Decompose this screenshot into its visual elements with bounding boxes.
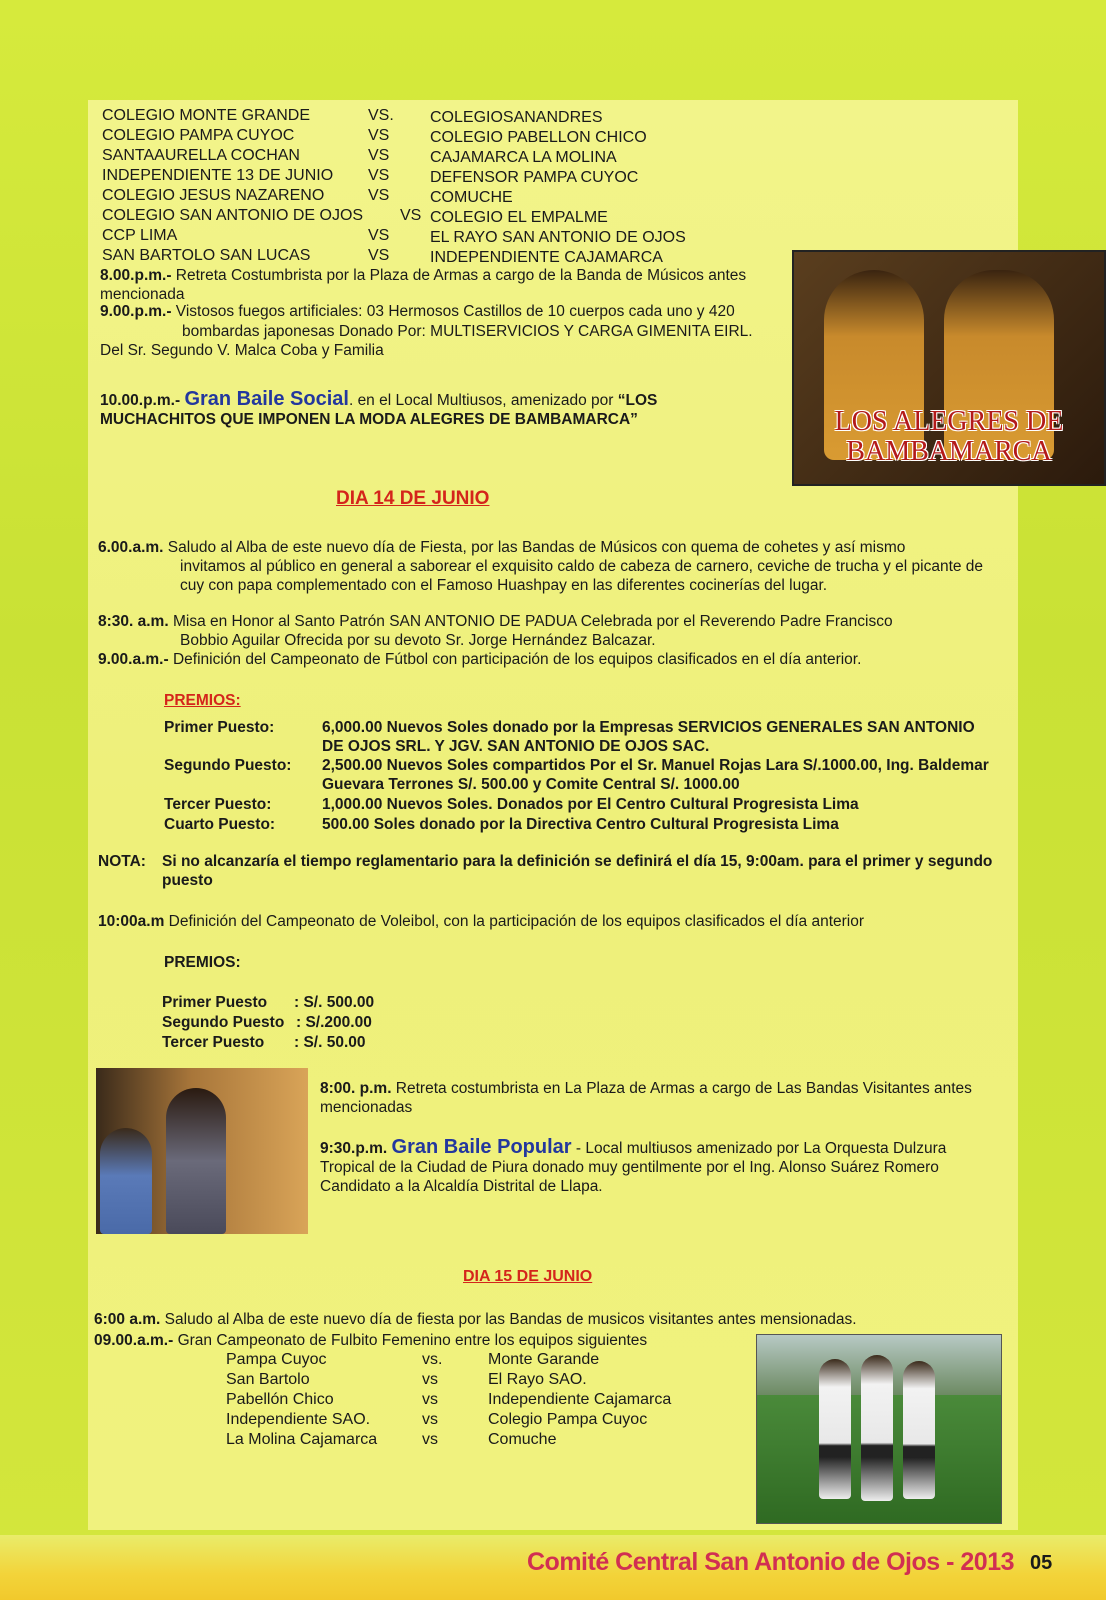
match-team-a: SANTAAURELLA COCHAN — [102, 147, 300, 164]
event-text-cont: invitamos al público en general a saborear el exquisito caldo de cabeza de carnero, ceviche de trucha y el picante de cuy con papa complementado con el Famoso Huashpay en las diferentes cocinerías del lugar. — [180, 558, 984, 594]
day-heading: DIA 14 DE JUNIO — [336, 488, 490, 509]
premio-place: Tercer Puesto: — [164, 796, 272, 813]
premio-place: Primer Puesto: — [164, 719, 275, 736]
match-vs: vs — [422, 1371, 438, 1388]
match-vs: VS — [368, 247, 390, 264]
event-text: Definición del Campeonato de Voleibol, con la participación de los equipos clasificados el día anterior — [164, 913, 865, 930]
event-text: Retreta costumbrista en La Plaza de Armas a cargo de Las Bandas Visitantes antes mencionadas — [320, 1080, 972, 1116]
match-vs: VS — [400, 207, 422, 224]
event-text: Saludo al Alba de este nuevo día de fiesta por las Bandas de musicos visitantes antes mensionadas. — [160, 1311, 857, 1328]
event-time: 10.00.p.m.- — [100, 392, 181, 409]
match-vs: VS. — [368, 107, 394, 124]
player-figure — [819, 1359, 851, 1499]
event-fuegos — [100, 302, 770, 321]
event-text: Gran Campeonato de Fulbito Femenino entre los equipos siguientes — [173, 1332, 648, 1349]
d15-alba — [94, 1310, 994, 1329]
match-team-b: El Rayo SAO. — [488, 1371, 587, 1388]
match-vs: VS — [368, 127, 390, 144]
event-time: 8:00. p.m. — [320, 1080, 392, 1097]
event-bold: “LOS MUCHACHITOS QUE IMPONEN LA MODA ALEGRES DE BAMBAMARCA” — [100, 392, 658, 428]
d14-futbol — [98, 650, 998, 669]
event-text: . en el Local Multiusos, amenizado por — [348, 392, 618, 409]
match-team-b: DEFENSOR PAMPA CUYOC — [430, 169, 639, 186]
match-team-a: COLEGIO JESUS NAZARENO — [102, 187, 325, 204]
premio-place: Cuarto Puesto: — [164, 816, 276, 833]
match-team-b: Colegio Pampa Cuyoc — [488, 1411, 648, 1428]
premio-place: Primer Puesto — [162, 994, 268, 1011]
match-team-a: Independiente SAO. — [226, 1411, 371, 1428]
musician-figure — [100, 1128, 152, 1234]
premio-amount: : S/.200.00 — [296, 1014, 372, 1031]
photo-los-alegres — [792, 250, 1106, 486]
event-baile-social — [100, 390, 770, 429]
event-highlight: Gran Baile Social — [184, 388, 349, 410]
premio-place: Tercer Puesto — [162, 1034, 265, 1051]
event-text-cont: Bobbio Aguilar Ofrecida por su devoto Sr. Jorge Hernández Balcazar. — [180, 632, 656, 649]
premios-label: PREMIOS: — [164, 954, 241, 971]
footer-title: Comité Central San Antonio de Ojos - 2013 — [527, 1548, 1014, 1576]
premios-label: PREMIOS: — [164, 692, 241, 709]
singer-figure — [166, 1088, 226, 1234]
day-heading: DIA 15 DE JUNIO — [463, 1268, 593, 1285]
event-fuegos-cont — [100, 322, 770, 360]
match-team-a: CCP LIMA — [102, 227, 178, 244]
premio-text: 2,500.00 Nuevos Soles compartidos Por el Sr. Manuel Rojas Lara S/.1000.00, Ing. Baldemar Guevara Terrones S/. 500.00 y Comite Central S/. 1000.00 — [322, 757, 989, 793]
nota-label: NOTA: — [98, 853, 146, 870]
match-vs: vs — [422, 1391, 438, 1408]
match-team-a: San Bartolo — [226, 1371, 310, 1388]
nota-text: Si no alcanzaría el tiempo reglamentario para la definición se definirá el día 15, 9:00am. para el primer y segundo puesto — [162, 853, 993, 889]
voley — [98, 912, 998, 931]
player-figure — [861, 1355, 893, 1501]
match-team-b: INDEPENDIENTE CAJAMARCA — [430, 249, 663, 266]
match-team-b: Monte Garande — [488, 1351, 600, 1368]
premio-place: Segundo Puesto — [162, 1014, 285, 1031]
photo-caption: LOS ALEGRES DE BAMBAMARCA — [834, 406, 1064, 467]
event-text: Vistosos fuegos artificiales: 03 Hermosos Castillos de 10 cuerpos cada uno y 420 — [171, 303, 735, 320]
event-retreta-2 — [320, 1079, 1000, 1117]
event-time: 9.00.p.m.- — [100, 303, 172, 320]
nota — [98, 852, 998, 889]
d14-alba — [98, 538, 998, 595]
premio-text: 6,000.00 Nuevos Soles donado por la Empresas SERVICIOS GENERALES SAN ANTONIO DE OJOS SRL. Y JGV. SAN ANTONIO DE OJOS SAC. — [322, 719, 975, 755]
event-time: 6:00 a.m. — [94, 1311, 161, 1328]
event-text: - Local multiusos amenizado por La Orquesta Dulzura Tropical de la Ciudad de Piura donado muy gentilmente por el Ing. Alonso Suárez Romero Candidato a la Alcaldía Distrital de Llapa. — [320, 1140, 947, 1195]
premio-place: Segundo Puesto: — [164, 757, 292, 774]
event-text: Saludo al Alba de este nuevo día de Fiesta, por las Bandas de Músicos con quema de cohetes y así mismo — [163, 539, 906, 556]
match-team-a: La Molina Cajamarca — [226, 1431, 378, 1448]
event-baile-popular — [320, 1138, 1000, 1196]
match-vs: vs — [422, 1411, 438, 1428]
match-team-a: COLEGIO PAMPA CUYOC — [102, 127, 295, 144]
match-vs: vs. — [422, 1351, 443, 1368]
match-team-b: COLEGIOSANANDRES — [430, 109, 603, 126]
match-team-a: COLEGIO SAN ANTONIO DE OJOS — [102, 207, 364, 224]
page-number: 05 — [1030, 1552, 1053, 1574]
event-time: 9:30.p.m. — [320, 1140, 388, 1157]
match-team-b: COLEGIO PABELLON CHICO — [430, 129, 647, 146]
premio-text: 500.00 Soles donado por la Directiva Centro Cultural Progresista Lima — [322, 816, 839, 833]
match-team-a: Pabellón Chico — [226, 1391, 334, 1408]
photo-futbol-femenino — [756, 1334, 1002, 1524]
event-time: 09.00.a.m.- — [94, 1332, 174, 1349]
event-time: 8:30. a.m. — [98, 613, 169, 630]
premio-text: 1,000.00 Nuevos Soles. Donados por El Centro Cultural Progresista Lima — [322, 796, 859, 813]
match-team-a: INDEPENDIENTE 13 DE JUNIO — [102, 167, 334, 184]
photo-orquesta — [96, 1068, 308, 1234]
event-time: 6.00.a.m. — [98, 539, 164, 556]
event-text: Definición del Campeonato de Fútbol con participación de los equipos clasificados en el día anterior. — [168, 651, 862, 668]
event-text: Misa en Honor al Santo Patrón SAN ANTONIO DE PADUA Celebrada por el Reverendo Padre Francisco — [168, 613, 893, 630]
event-highlight: Gran Baile Popular — [391, 1136, 572, 1158]
d15-fulbito — [94, 1331, 794, 1350]
event-retreta — [100, 266, 770, 304]
event-text: bombardas japonesas Donado Por: MULTISERVICIOS Y CARGA GIMENITA EIRL. Del Sr. Segundo V. Malca Coba y Familia — [100, 323, 753, 359]
event-time: 10:00a.m — [98, 913, 165, 930]
player-figure — [903, 1361, 935, 1499]
match-vs: VS — [368, 147, 390, 164]
match-team-b: COMUCHE — [430, 189, 513, 206]
premio-amount: : S/. 50.00 — [294, 1034, 366, 1051]
premio-amount: : S/. 500.00 — [294, 994, 375, 1011]
match-team-b: Independiente Cajamarca — [488, 1391, 672, 1408]
match-team-b: COLEGIO EL EMPALME — [430, 209, 608, 226]
match-vs: vs — [422, 1431, 438, 1448]
match-vs: VS — [368, 227, 390, 244]
event-time: 8.00.p.m.- — [100, 267, 172, 284]
match-vs: VS — [368, 167, 390, 184]
match-vs: VS — [368, 187, 390, 204]
event-text: Retreta Costumbrista por la Plaza de Armas a cargo de la Banda de Músicos antes mencionada — [100, 267, 747, 303]
match-team-b: EL RAYO SAN ANTONIO DE OJOS — [430, 229, 686, 246]
match-team-a: COLEGIO MONTE GRANDE — [102, 107, 311, 124]
match-team-b: CAJAMARCA LA MOLINA — [430, 149, 617, 166]
match-team-a: SAN BARTOLO SAN LUCAS — [102, 247, 311, 264]
match-team-b: Comuche — [488, 1431, 557, 1448]
d14-misa — [98, 612, 998, 650]
match-team-a: Pampa Cuyoc — [226, 1351, 327, 1368]
event-time: 9.00.a.m.- — [98, 651, 169, 668]
